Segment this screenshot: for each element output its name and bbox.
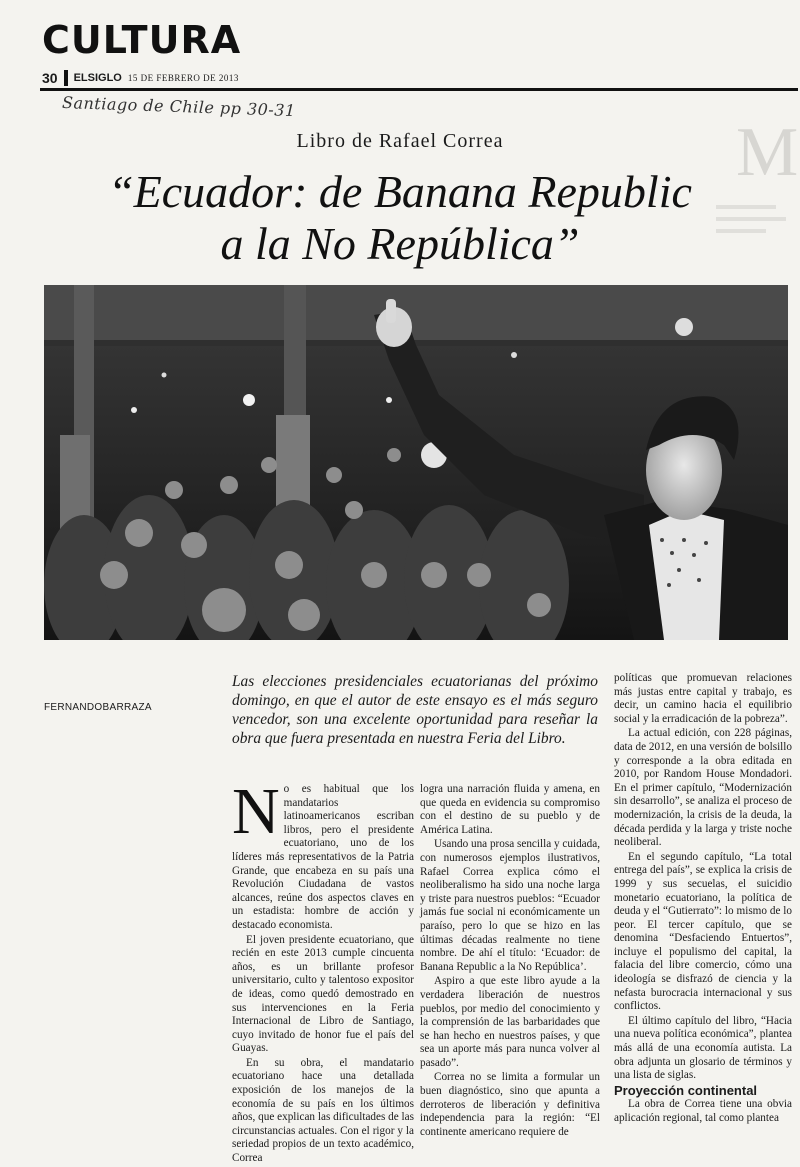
paragraph: Aspiro a que este libro ayude a la verdadera liberación de nuestros pueblos, por medio del conocimiento y la comprensión de las barbaridades que se han hecho en nuestros países, y que sea un aporte más para nunca volver al pasado”. [420,975,600,1069]
headline-line-2: a la No República” [220,218,580,269]
byline: FERNANDOBARRAZA [44,702,152,713]
section-title: CULTURA [42,18,242,62]
paragraph: El joven presidente ecuatoriano, que recién en este 2013 cumple cincuenta años, es un brillante profesor universitario, culto y talentoso expositor de ideas, como quedó demostrado en sus intervenciones en la Feria Internacional de Libro de Santiago, cuyo invitado de honor fue el país del Guayas. [232,933,414,1055]
page-number: 30 [42,70,58,86]
paragraph [232,775,414,933]
drop-cap: N [232,775,280,848]
article-column-1 [232,775,414,1166]
svg-text:M: M [736,114,799,191]
folio-line [42,70,239,86]
paragraph: Usando una prosa sencilla y cuidada, con numerosos ejemplos ilustrativos, Rafael Correa explica cómo el neoliberalismo ha sido una noche larga y triste para nuestros pueblos: “Ecuador jamás fue social ni económicamente un paraíso, pero lo que se hizo en las últimas décadas realmente no tiene nombre. De ahí el título: ‘Ecuador: de Banana Republic a la No República’. [420,838,600,973]
article-kicker: Libro de Rafael Correa [296,130,504,152]
paragraph-text: o es habitual que los mandatarios latinoamericanos escriban libros, pero el presidente ecuatoriano, uno de los líderes más representativos de la Patria Grande, que encabeza en su país una Revolución Ciudadana de vastos alcances, reúne dos aspectos claves en un estadista: hombre de acción y destacado economista. [232,783,414,931]
paragraph: En el segundo capítulo, “La total entrega del país”, se explica la crisis de 1999 y sus secuelas, el suicidio monetario ecuatoriano, la política de deuda y el “Gutierrato”: lo mismo de lo peor. El tercer capítulo, que se denomina “Desfaciendo Entuertos”, incluye el populismo del capital, la falacia del libre comercio, cómo una ideología se disfrazó de ciencia y la nefasta burocracia internacional y sus conflictos. [614,850,792,1013]
paragraph: Correa no se limita a formular un buen diagnóstico, sino que apunta a derroteros de liberación y definitiva independencia para la región: “El continente americano requiere de [420,1071,600,1138]
paragraph: La actual edición, con 228 páginas, data de 2012, en una versión de bolsillo y corresponde a la obra editada en 2010, por Random House Mondadori. En el primer capítulo, “Modernización sin desarrollo”, se analiza el proceso de modernización, la crisis de la deuda, la década perdida y la larga y triste noche neoliberal. [614,727,792,849]
newspaper-name: ELSIGLO [73,72,122,84]
paragraph: políticas que promuevan relaciones más justas entre capital y trabajo, es decir, un camino hacia el equilibrio social y la erradicación de la pobreza”. [614,672,792,725]
paragraph: La obra de Correa tiene una obvia aplicación regional, tal como plantea [614,1098,792,1124]
article-headline [0,166,800,270]
headline-line-1: “Ecuador: de Banana Republic [108,166,692,217]
paragraph: En su obra, el mandatario ecuatoriano hace una detallada exposición de los manejos de la economía de su país en los últimos años, que explican las dificultades de las circunstancias actuales. Con el rigor y la seriedad propios de un texto académico, Correa [232,1056,414,1165]
issue-date: 15 DE FEBRERO DE 2013 [127,73,239,83]
article-photo [44,285,788,640]
folio-divider [64,70,68,86]
paragraph: logra una narración fluida y amena, en que queda en evidencia su compromiso con el destino de su pueblo y de América Latina. [420,783,600,836]
article-lead: Las elecciones presidenciales ecuatorianas del próximo domingo, en que el autor de este ensayo es el más seguro vencedor, son una excelente oportunidad para reseñar la obra que fuera presentada en nuestra Feria del Libro. [232,673,598,747]
header-rule [40,88,798,91]
handwritten-note: Santiago de Chile pp 30-31 [61,92,296,121]
subheading: Proyección continental [614,1082,758,1098]
article-column-3 [614,672,792,1126]
article-column-2 [420,783,600,1139]
paragraph: El último capítulo del libro, “Hacia una nueva política económica”, plantea más allá de una economía autista. La obra adjunta un glosario de términos y una lista de siglas. [614,1014,792,1082]
